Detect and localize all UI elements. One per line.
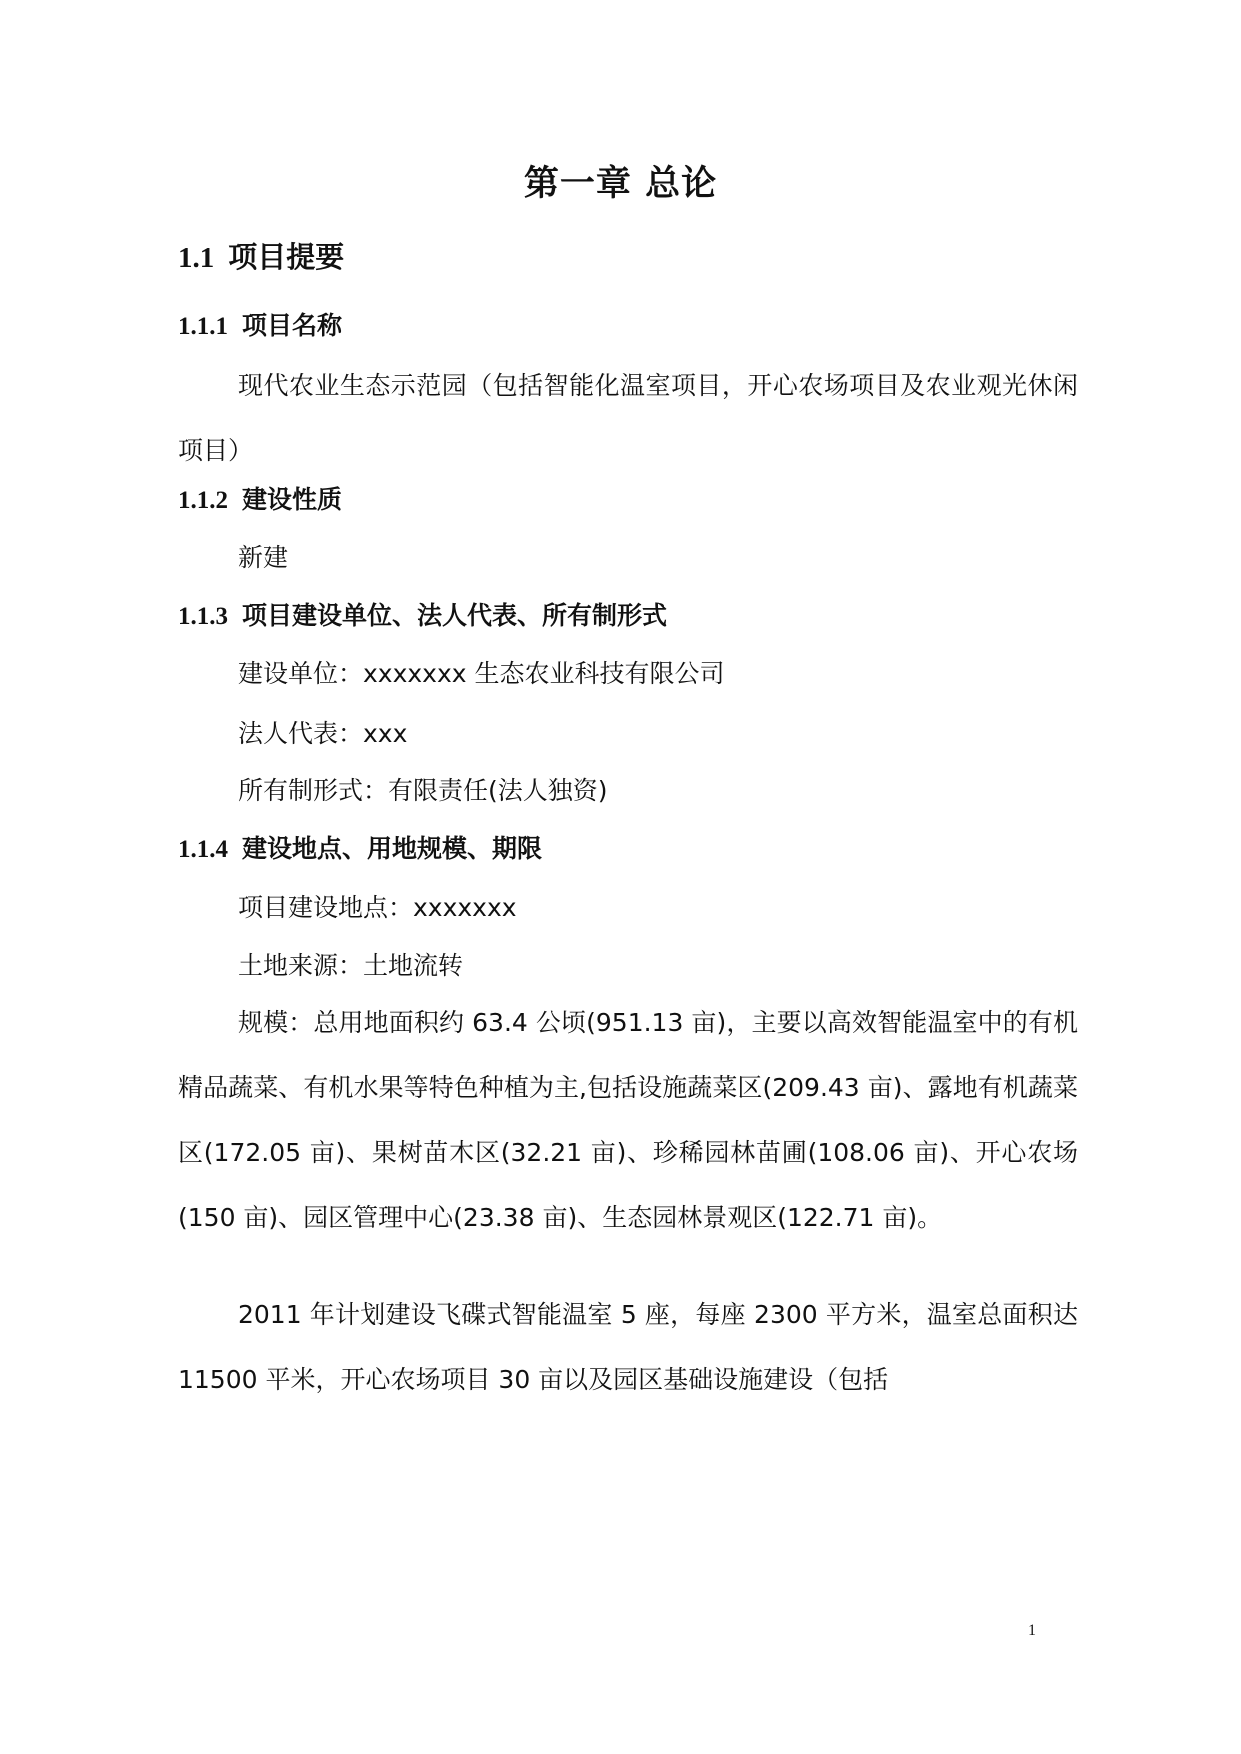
ownership-form-text: 所有制形式：有限责任(法人独资) xyxy=(238,776,608,805)
scale-paragraph: 规模：总用地面积约 63.4 公顷(951.13 亩)，主要以高效智能温室中的有机精品蔬菜、有机水果等特色种植为主,包括设施蔬菜区(209.43 亩)、露地有机蔬菜区(172.05 亩)、果树苗木区(32.21 亩)、珍稀园林苗圃(108.06 亩)、开心农场(150 亩)、园区管理中心(23.38 亩)、生态园林景观区(122.71 亩)。 xyxy=(178,1008,1078,1232)
section-heading-1-1 xyxy=(178,237,344,278)
section-title: 项目名称 xyxy=(242,311,343,340)
plan-2011-paragraph: 2011 年计划建设飞碟式智能温室 5 座，每座 2300 平方米，温室总面积达 11500 平米，开心农场项目 30 亩以及园区基础设施建设（包括 xyxy=(178,1300,1078,1394)
legal-representative-text: 法人代表：xxx xyxy=(238,719,408,748)
section-heading-1-1-2 xyxy=(178,482,342,519)
section-heading-1-1-4 xyxy=(178,831,542,868)
construction-unit-text: 建设单位：xxxxxxx 生态农业科技有限公司 xyxy=(238,659,725,688)
land-source-text: 土地来源：土地流转 xyxy=(238,951,464,980)
section-number: 1.1.1 xyxy=(178,313,228,340)
project-name-paragraph: 现代农业生态示范园（包括智能化温室项目，开心农场项目及农业观光休闲项目） xyxy=(178,371,1078,465)
section-heading-1-1-3 xyxy=(178,598,667,635)
page-number: 1 xyxy=(1028,1622,1036,1639)
section-number: 1.1 xyxy=(178,242,215,274)
section-title: 建设地点、用地规模、期限 xyxy=(242,834,543,863)
section-title: 项目建设单位、法人代表、所有制形式 xyxy=(242,601,668,630)
construction-nature-text: 新建 xyxy=(238,543,289,572)
section-number: 1.1.3 xyxy=(178,603,228,630)
construction-location-text: 项目建设地点：xxxxxxx xyxy=(238,893,517,922)
section-title: 建设性质 xyxy=(242,485,343,514)
section-heading-1-1-1 xyxy=(178,308,342,345)
section-title: 项目提要 xyxy=(228,240,345,274)
section-number: 1.1.2 xyxy=(178,487,228,514)
chapter-title: 第一章 总论 xyxy=(523,164,718,204)
section-number: 1.1.4 xyxy=(178,836,228,863)
